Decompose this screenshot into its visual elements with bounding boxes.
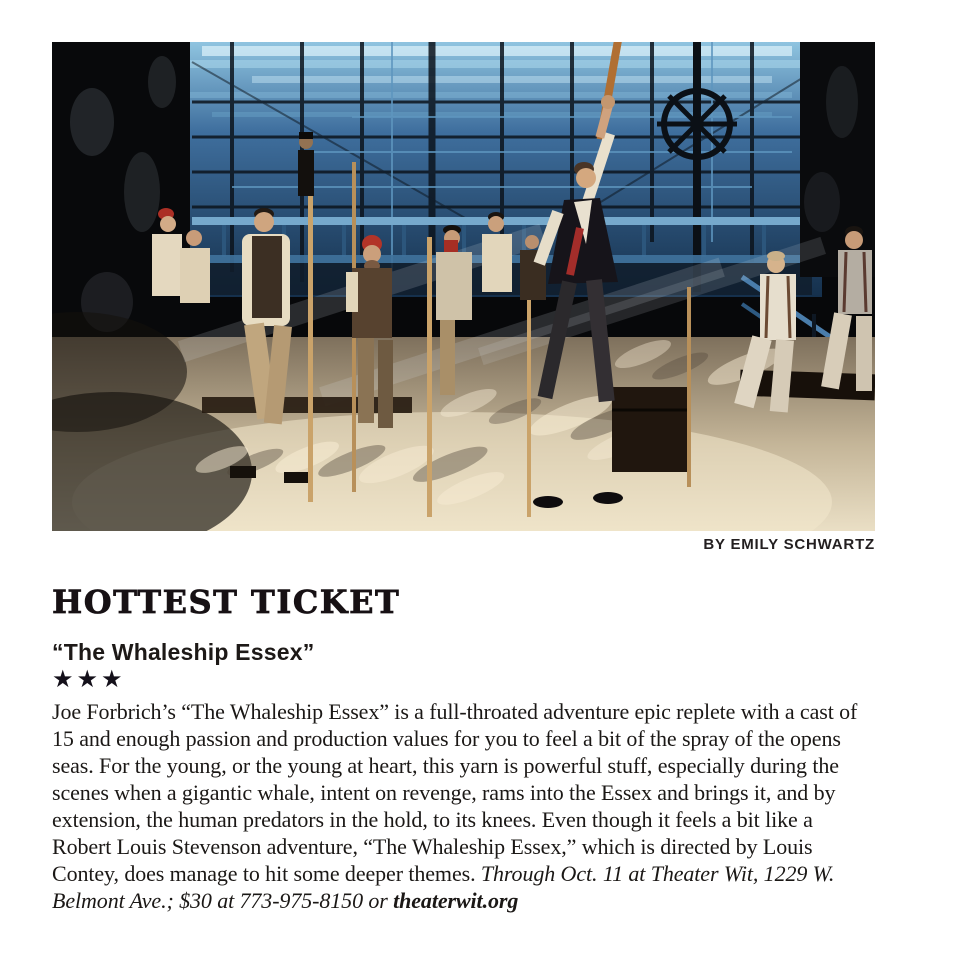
crew-background-figure: [298, 132, 314, 196]
production-photo-art: [52, 42, 875, 531]
review-website: theaterwit.org: [393, 888, 519, 914]
show-title: “The Whaleship Essex”: [52, 639, 315, 666]
star-rating-icon: ★★★: [52, 665, 126, 694]
review-showinfo: Through Oct. 11 at Theater Wit, 1229 W. Belmont Ave.; $30 at 773-975-8150 or: [52, 861, 835, 914]
review-text: Joe Forbrich’s “The Whaleship Essex” is a full-throated adventure epic replete with a cast of 15 and enough passion and production values for you to feel a bit of the spray of the opens seas. For the young, or the young at heart, this yarn is powerful stuff, especially during the scenes when a gigantic whale, intent on revenge, rams into the Essex and brings it, and by extension, the human predators in the hold, to its knees. Even though it feels a bit like a Robert Louis Stevenson adventure, “The Whaleship Essex,” which is directed by Louis Contey, does manage to hit some deeper themes.: [52, 699, 858, 887]
section-title: HOTTEST TICKET: [52, 583, 401, 621]
production-photo: [52, 42, 875, 531]
photo-credit: BY EMILY SCHWARTZ: [703, 536, 875, 553]
review-body: [52, 698, 875, 914]
article-column: [52, 42, 875, 914]
